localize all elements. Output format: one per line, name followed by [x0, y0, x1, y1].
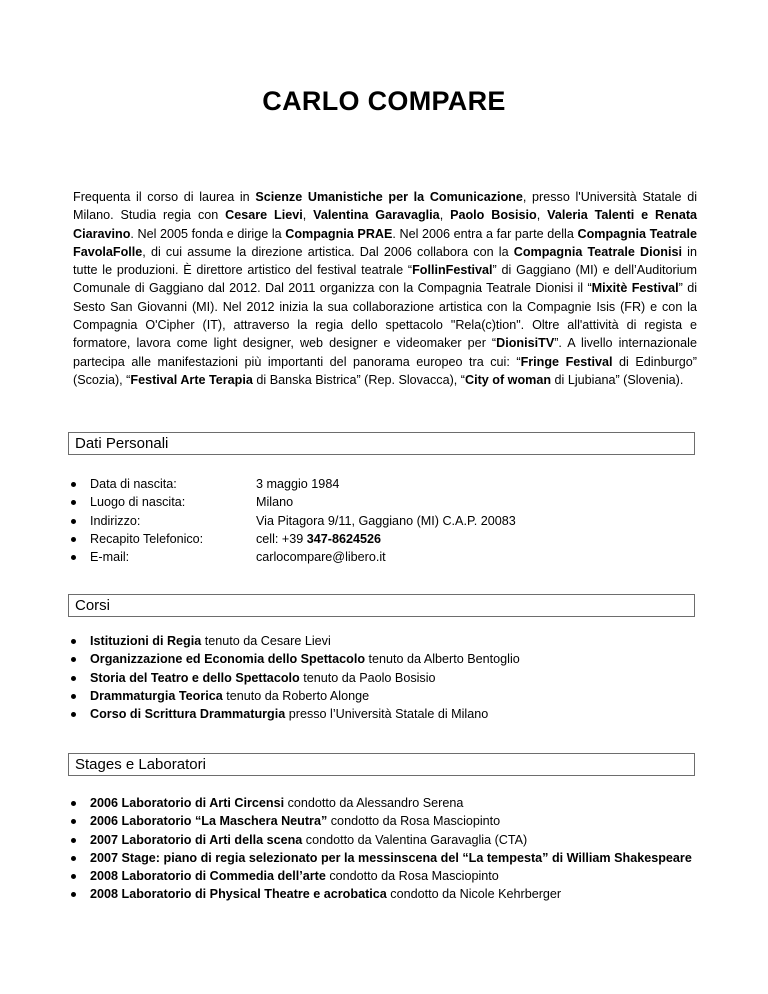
personal-value-text: cell: +39: [256, 531, 307, 546]
stage-bold-text: 2006 Laboratorio di Arti Circensi: [90, 796, 285, 810]
intro-bold-text: Compagnia Teatrale Dionisi: [513, 244, 683, 259]
intro-text: in tutte le produzioni. È direttore artistico del festival teatrale “: [73, 244, 697, 278]
course-bold-text: Drammaturgia Teorica: [90, 688, 223, 703]
intro-paragraph: [73, 188, 697, 389]
personal-data-value: [256, 495, 293, 509]
intro-bold-text: Cesare Lievi: [225, 208, 303, 223]
personal-data-item: [68, 530, 628, 548]
intro-bold-text: FollinFestival: [412, 263, 493, 278]
personal-value-text: Milano: [256, 495, 294, 510]
stage-text: condotto da Nicole Kehrberger: [386, 887, 562, 902]
personal-value-text: 3 maggio 1984: [256, 477, 340, 491]
stage-bold-text: 2008 Laboratorio di Commedia dell’arte: [90, 869, 326, 884]
intro-bold-text: Scienze Umanistiche per la Comunicazione: [255, 190, 523, 204]
personal-data-label: Luogo di nascita:: [90, 495, 186, 510]
courses-list: [68, 632, 695, 723]
personal-data-value: [256, 514, 516, 528]
stage-bold-text: 2007 Stage: piano di regia selezionato per la messinscena del “La tempesta” di William Shakespeare: [90, 850, 692, 865]
intro-text: di Ljubiana” (Slovenia).: [551, 372, 684, 387]
intro-bold-text: Valeria Talenti e Renata Ciaravino: [73, 208, 698, 241]
intro-text: ,: [536, 208, 548, 223]
personal-data-item: [68, 475, 628, 493]
course-text: tenuto da Roberto Alonge: [222, 688, 370, 703]
stage-item: [68, 867, 695, 885]
personal-data-label: Recapito Telefonico:: [90, 531, 204, 546]
course-text: tenuto da Paolo Bosisio: [299, 670, 436, 685]
personal-data-value: [256, 550, 386, 564]
intro-bold-text: Compagnia Teatrale FavolaFolle: [73, 226, 698, 259]
course-bold-text: Istituzioni di Regia: [90, 634, 202, 648]
personal-value-bold-text: 347-8624526: [306, 531, 381, 546]
intro-text: . Nel 2006 entra a far parte della: [392, 226, 578, 241]
intro-bold-text: Festival Arte Terapia: [130, 372, 253, 387]
intro-text: di Edinburgo” (Scozia), “: [73, 354, 697, 387]
intro-text: di Banska Bistrica” (Rep. Slovacca), “: [252, 372, 465, 387]
personal-value-text: Via Pitagora 9/11, Gaggiano (MI) C.A.P. 20083: [256, 513, 516, 528]
section-header-personal: Dati Personali: [68, 432, 695, 455]
stage-item: [68, 849, 695, 867]
course-bold-text: Organizzazione ed Economia dello Spettacolo: [90, 652, 366, 667]
personal-data-label: Data di nascita:: [90, 477, 177, 491]
course-text: tenuto da Cesare Lievi: [201, 634, 331, 648]
stage-text: condotto da Rosa Masciopinto: [325, 869, 499, 884]
stage-text: condotto da Rosa Masciopinto: [327, 814, 501, 829]
course-text: presso l’Università Statale di Milano: [285, 707, 489, 722]
personal-data-label: E-mail:: [90, 550, 130, 565]
stage-item: [68, 794, 695, 812]
personal-data-label: Indirizzo:: [90, 513, 141, 528]
stage-text: condotto da Alessandro Serena: [284, 796, 464, 810]
intro-text: Frequenta il corso di laurea in: [73, 190, 256, 204]
intro-text: ”. A livello internazionale partecipa alle manifestazioni più importanti del panorama europeo tra cui: “: [73, 336, 697, 369]
stage-item: [68, 831, 695, 849]
intro-bold-text: Mixitè Festival: [591, 281, 679, 296]
stage-item: [68, 812, 695, 830]
course-item: [68, 650, 695, 668]
personal-data-item: [68, 512, 628, 530]
course-bold-text: Corso di Scrittura Drammaturgia: [90, 707, 286, 722]
intro-text: ,: [439, 208, 451, 223]
stages-list: [68, 794, 695, 904]
intro-bold-text: DionisiTV: [496, 336, 555, 351]
intro-text: . Nel 2005 fonda e dirige la: [130, 226, 286, 241]
section-header-corsi: Corsi: [68, 594, 695, 617]
course-item: [68, 705, 695, 723]
stage-bold-text: 2006 Laboratorio “La Maschera Neutra”: [90, 814, 328, 829]
section-header-stages: Stages e Laboratori: [68, 753, 695, 776]
intro-bold-text: Fringe Festival: [520, 354, 613, 369]
intro-text: ” di Sesto San Giovanni (MI). Nel 2012 inizia la sua collaborazione artistica con la Compagnie Isis (FR) e con la Compagnia O'Cipher (IT), attraverso la regia dello spettacolo "Rela(c)tion". Oltre all'attività di regista e formatore, lavora come light designer, web designer e videomaker per “: [73, 281, 697, 351]
course-item: [68, 687, 695, 705]
course-item: [68, 632, 695, 650]
intro-bold-text: Valentina Garavaglia: [313, 208, 440, 223]
intro-bold-text: Paolo Bosisio: [450, 208, 537, 223]
personal-data-item: [68, 548, 628, 566]
course-item: [68, 669, 695, 687]
intro-text: ” di Gaggiano (MI) e dell’Auditorium Comunale di Gaggiano dal 2012. Dal 2011 organizza con la Compagnia Teatrale Dionisi il “: [73, 263, 697, 296]
stage-bold-text: 2007 Laboratorio di Arti della scena: [90, 832, 303, 847]
course-text: tenuto da Alberto Bentoglio: [365, 652, 520, 667]
stage-text: condotto da Valentina Garavaglia (CTA): [302, 832, 528, 847]
intro-text: ,: [302, 208, 314, 223]
stage-item: [68, 885, 695, 903]
personal-data-value: [256, 532, 381, 546]
stage-bold-text: 2008 Laboratorio di Physical Theatre e acrobatica: [90, 887, 387, 902]
intro-text: , presso l'Università Statale di Milano. Studia regia con: [73, 190, 697, 223]
course-bold-text: Storia del Teatro e dello Spettacolo: [90, 670, 300, 685]
personal-data-value: [256, 477, 339, 491]
personal-data-item: [68, 493, 628, 511]
page-title: CARLO COMPARE: [262, 86, 506, 116]
personal-data-list: [68, 475, 628, 566]
intro-bold-text: Compagnia PRAE: [285, 226, 393, 241]
intro-bold-text: City of woman: [464, 372, 552, 387]
intro-text: , di cui assume la direzione artistica. Dal 2006 collabora con la: [142, 244, 514, 259]
personal-value-text: carlocompare@libero.it: [256, 550, 386, 565]
